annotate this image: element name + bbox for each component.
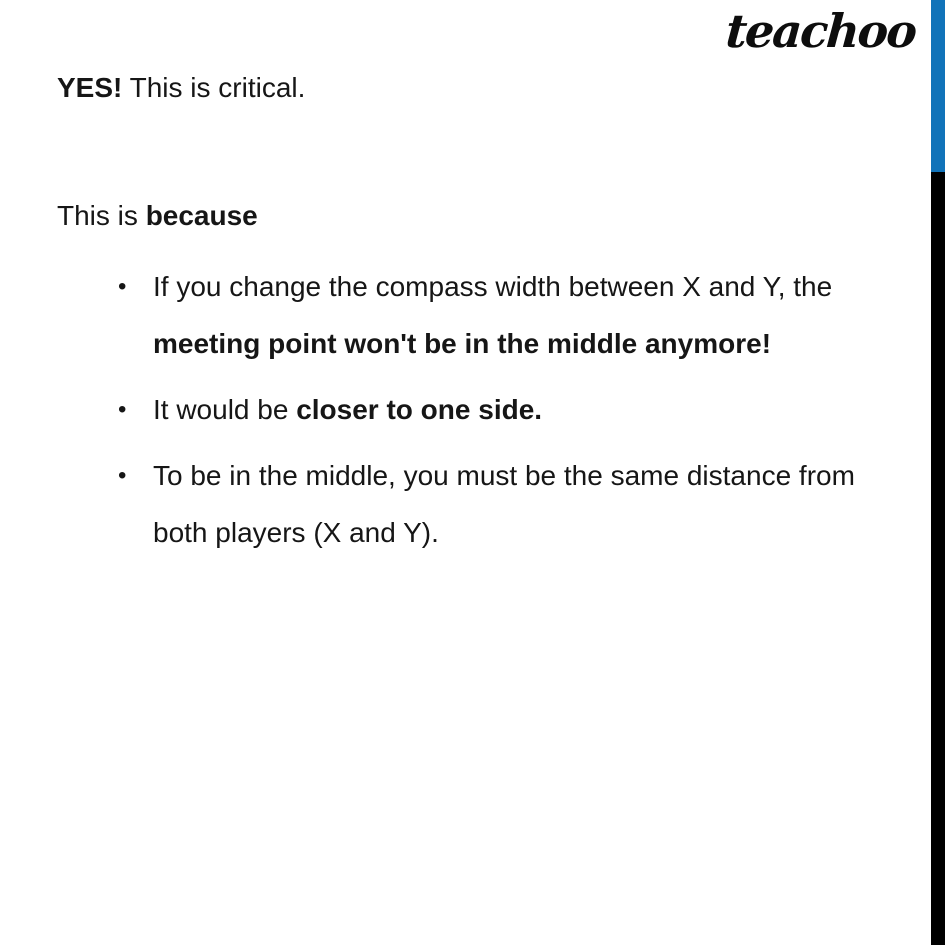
right-accent-black-bar [931, 172, 945, 945]
bullet-marker: • [118, 396, 127, 423]
bullet-2-line-1-text: It would be [153, 394, 297, 425]
bullet-2-line-1 [153, 381, 542, 438]
bullet-1-line-2 [153, 315, 832, 372]
bullet-item-1 [118, 258, 855, 372]
bullet-1-line-1-text: If you change the compass width between X and Y, the [153, 271, 833, 302]
heading-bold-text: YES! [57, 72, 123, 103]
bullet-3-line-2 [153, 504, 855, 561]
bullet-3-line-1 [153, 447, 855, 504]
intro-prefix-text: This is [57, 200, 146, 231]
bullet-marker: • [118, 273, 127, 300]
bullet-item-3 [118, 447, 855, 561]
bullet-3-line-1-text: To be in the middle, you must be the same distance from [153, 460, 855, 491]
intro-bold-text: because [145, 200, 258, 231]
bullet-3-lines [153, 447, 855, 561]
intro-line [57, 196, 258, 236]
bullet-1-line-1 [153, 258, 832, 315]
teachoo-logo: teachoo [723, 4, 917, 58]
bullet-1-line-2-bold-text: meeting point won't be in the middle anymore! [153, 328, 772, 359]
bullet-list [118, 258, 855, 570]
right-accent-blue-bar [931, 0, 945, 172]
bullet-2-lines [153, 381, 542, 438]
bullet-1-lines [153, 258, 832, 372]
heading [57, 68, 305, 108]
heading-rest-text: This is critical. [122, 72, 306, 103]
bullet-marker: • [118, 462, 127, 489]
bullet-2-line-1-bold-text: closer to one side. [296, 394, 543, 425]
bullet-3-line-2-text: both players (X and Y). [153, 517, 439, 548]
bullet-item-2 [118, 381, 855, 438]
